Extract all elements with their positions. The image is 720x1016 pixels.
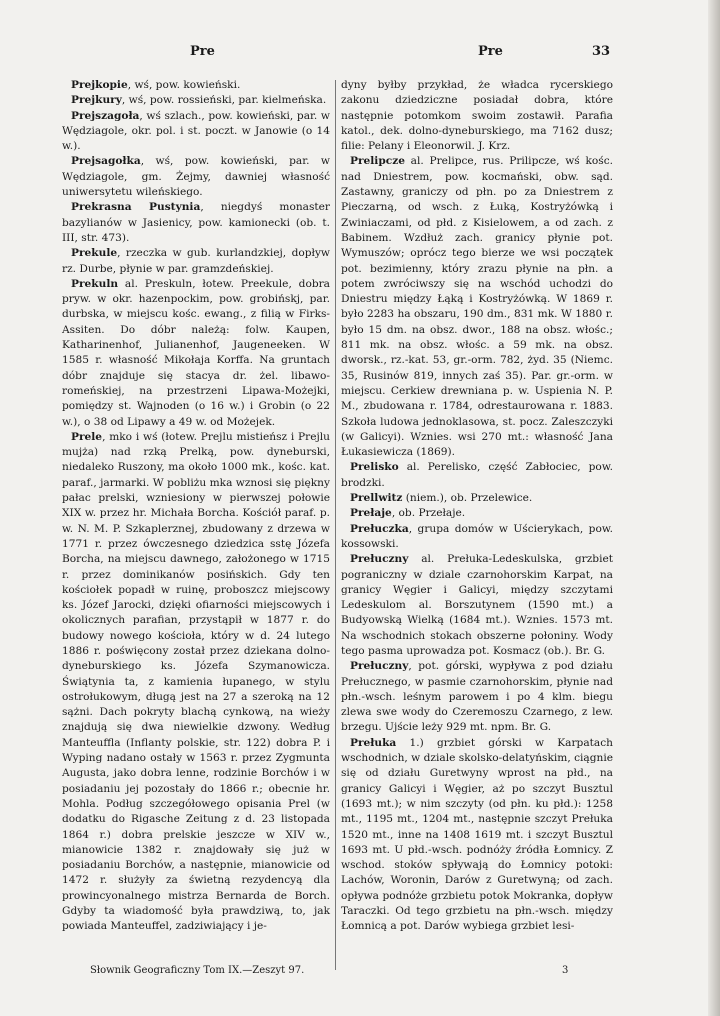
footer-signature: 3: [562, 965, 569, 976]
dictionary-entry: [62, 277, 330, 430]
entry-headword: Prejsagołka: [71, 155, 141, 168]
entry-headword: Prejkury: [71, 94, 122, 107]
dictionary-entry: [62, 109, 330, 155]
entry-text: al. Prełuka-Ledeskulska, grzbiet pograniczny w dziale czarnohorskim Karpat, na granicy Węgier i Galicyi, między szczytami Ledeskulom al. Borszutynem (1590 mt.) a Budyowską Wielką (1684 mt.). Wznies. 1573 mt. Na wschodnich stokach obszerne połoniny. Wody tego pasma uprowadza pot. Kosmacz (ob.). Br. G.: [341, 553, 613, 657]
entry-headword: Prelisko: [350, 461, 399, 474]
dictionary-entry: [341, 78, 613, 154]
entry-headword: Prejszagoła: [71, 109, 140, 122]
entry-headword: Prełuczny: [350, 553, 409, 566]
entry-headword: Prekuln: [71, 277, 119, 290]
header-center-word: Pre: [478, 44, 503, 59]
dictionary-entry: [62, 430, 330, 935]
page-number: 33: [592, 44, 611, 59]
dictionary-entry: [341, 506, 613, 521]
dictionary-entry: [62, 200, 330, 246]
entry-headword: Prełuczka: [350, 522, 409, 535]
dictionary-entry: [62, 154, 330, 200]
footer-publication: Słownik Geograficzny Tom IX.—Zeszyt 97.: [90, 965, 305, 976]
entry-text: (niem.), ob. Przelewice.: [402, 492, 533, 505]
entry-text: , wś, pow. kowieński.: [127, 79, 241, 91]
entry-headword: Prejkopie: [71, 79, 128, 91]
dictionary-entry: [62, 93, 330, 108]
entry-text: , niegdyś monaster bazylianów w Jasienicy, pow. kamionecki (ob. t. III, str. 473).: [62, 201, 330, 244]
dictionary-entry: [341, 491, 613, 506]
entry-headword: Prełaje: [350, 507, 392, 520]
dictionary-entry: [341, 154, 613, 460]
dictionary-entry: [341, 736, 613, 935]
entry-headword: Prelipcze: [350, 155, 405, 168]
entry-text: , mko i wś (łotew. Prejlu mistieńsz i Prejlu mujża) nad rzką Prelką, pow. dyneburski, niedaleko Ruszony, ma około 1000 mk., kośc. kat. paraf., jarmarki. W pobliżu mka wznosi się piękny pałac prelski, wzniesiony w pierwszej połowie XIX w. przez hr. Michała Borcha. Kościół paraf. p. w. N. M. P. Szkaplerznej, zbudowany z drzewa w 1771 r. przez ówczesnego dziedzica sstę Józefa Borcha, na miejscu dawnego, założonego w 1715 r. przez dominikanów posińskich. Gdy ten kościołek popadł w ruinę, proboszcz miejscowy ks. Józef Jarocki, dzięki ofiarności miejscowych i okolicznych parafian, przystąpił w 1877 r. do budowy nowego kościoła, który w d. 24 lutego 1886 r. poświęcony został przez dziekana dolno-dyneburskiego ks. Józefa Szymanowicza. Świątynia ta, z kamienia łupanego, w stylu ostrołukowym, długą jest na 27 a szeroką na 12 sążni. Dach pokryty blachą cynkową, na wieży znajdują się dwa niewielkie dzwony. Według Manteuffla (Inflanty polskie, str. 122) dobra P. i Wyping nadano ostały w 1563 r. przez Zygmunta Augusta, jako dobra lenne, rodzinie Borchów i w posiadaniu jej pozostały do 1866 r.; obecnie hr. Mohla. Podług szczegółowego opisania Prel (w dodatku do Rigasche Zeitung z d. 23 listopada 1864 r.) dobra prelskie jeszcze w XIV w., mianowicie 1382 r. znajdowały się już w posiadaniu Borchów, a następnie, mianowicie od 1472 r. służyły za świetną rezydencyą dla prowincyonalnego mistrza Bernarda de Borch. Gdyby ta wiadomość była prawdziwą, to, jak powiada Manteuffel, zadziwiający i je-: [62, 430, 330, 933]
entry-text: al. Prelipce, rus. Prilipcze, wś kośc. nad Dniestrem, pow. kocmański, obw. sąd. Zastawny, graniczy od płn. po za Dniestrem z Pieczarną, od wsch. z Łuką, Kostryżówką i Zwiniaczami, od płd. z Kisielowem, a od zach. z Babinem. Wzdłuż zach. granicy płynie pot. Wymuszów; oprócz tego bierze we wsi początek pot. bezimienny, który zrazu płynie na płn. a potem zwróciwszy się na wschód uchodzi do Dniestru między Łąką i Kostryżówką. W 1869 r. było 2283 ha obszaru, 190 dm., 831 mk. W 1880 r. było 15 dm. na obsz. dwor., 188 na obsz. włośc.; 811 mk. na obsz. włośc. a 59 mk. na obsz. dworsk., rz.-kat. 53, gr.-orm. 782, żyd. 35 (Niemc. 35, Rusinów 819, innych zaś 35). Par. gr.-orm. w miejscu. Cerkiew drewniana p. w. Uspienia N. P. M., zbudowana r. 1784, odrestaurowana r. 1883. Szkoła ludowa jednoklasowa, st. pocz. Zaleszczyki (w Galicyi). Wznies. wsi 270 mt.: własność Jana Łukasiewicza (1869).: [341, 155, 613, 459]
entry-text: , wś szlach., pow. kowieński, par. w Wędziagole, okr. pol. i st. poczt. w Janowie (o 14 w.).: [62, 109, 330, 153]
dictionary-entry: [341, 460, 613, 491]
entry-headword: Prełuka: [350, 736, 397, 749]
page-edge-shadow: [708, 0, 720, 1016]
column-divider: [335, 80, 336, 970]
dictionary-entry: [341, 522, 613, 553]
entry-headword: Prele: [71, 430, 103, 443]
entry-text: 1.) grzbiet górski w Karpatach wschodnich, w dziale skolsko-delatyńskim, ciągnie się od działu Guretwyny wprost na płd., na granicy Galicyi i Węgier, aż po szczyt Busztul (1693 mt.); w nim szczyty (od płn. ku płd.): 1258 mt., 1195 mt., 1204 mt., następnie szczyt Prełuka 1520 mt., inne na 1408 1619 mt. i szczyt Busztul 1693 mt. U płd.-wsch. podnóży źródła Łomnicy. Z wschod. stoków spływają do Łomnicy potoki: Lachów, Woronin, Darów z Guretwyną; od zach. opływa podnóże grzbietu potok Mokranka, dopływ Taraczki. Od tego grzbietu na płn.-wsch. między Łomnicą a pot. Darów wybiega grzbiet lesi-: [341, 736, 613, 933]
entry-text: , wś, pow. kowieński, par. w Wędziagole, gm. Żejmy, dawniej własność uniwersytetu wileńskiego.: [62, 155, 330, 199]
right-column: [341, 78, 613, 935]
dictionary-entry: [62, 246, 330, 277]
header-left-word: Pre: [190, 44, 215, 59]
entry-headword: Prekule: [71, 247, 118, 260]
entry-text: dyny byłby przykład, że władca rycerskiego zakonu dziedziczne posiadał dobra, które następnie potomkom swoim zostawił. Parafia katol., dek. dolno-dyneburskiego, ma 7162 dusz; filie: Pelany i Eleonorwil. J. Krz.: [341, 79, 613, 153]
entry-text: , grupa domów w Uścierykach, pow. kossowski.: [341, 522, 613, 550]
entry-text: , rzeczka w gub. kurlandzkiej, dopływ rz. Durbe, płynie w par. gramzdeńskiej.: [62, 247, 330, 275]
entry-text: al. Perelisko, część Zabłociec, pow. brodzki.: [341, 461, 613, 489]
entry-text: , wś, pow. rossieński, par. kielmeńska.: [121, 94, 327, 107]
entry-headword: Prełuczny: [350, 660, 409, 673]
entry-text: al. Preskuln, łotew. Preekule, dobra pryw. w okr. hazenpockim, pow. grobińskj, par. durbska, w miejscu kośc. ewang., z filią w Firks-Assiten. Do dóbr należą: folw. Kaupen, Katharinenhof, Julianenhof, Jaugeneeken. W 1585 r. własność Mikołaja Korffa. Na gruntach dóbr znajduje się stacya dr. żel. libawo-romeńskiej, na przestrzeni Lipawa-Możejki, pomiędzy st. Wajnoden (o 16 w.) i Grobin (o 22 w.), o 38 od Lipawy a 49 w. od Możejek.: [62, 277, 330, 428]
entry-text: , ob. Przełaje.: [391, 507, 466, 520]
entry-headword: Prekrasna Pustynia: [71, 201, 201, 214]
left-column: [62, 78, 330, 935]
dictionary-entry: [341, 659, 613, 735]
dictionary-entry: [341, 552, 613, 659]
dictionary-entry: [62, 78, 330, 93]
entry-text: , pot. górski, wypływa z pod działu Prełucznego, w pasmie czarnohorskim, płynie nad płn.-wsch. leśnym parowem i po 4 klm. biegu zlewa swe wody do Czeremoszu Czarnego, z lew. brzegu. Ujście leży 929 mt. npm. Br. G.: [341, 660, 613, 734]
entry-headword: Prellwitz: [350, 492, 403, 505]
